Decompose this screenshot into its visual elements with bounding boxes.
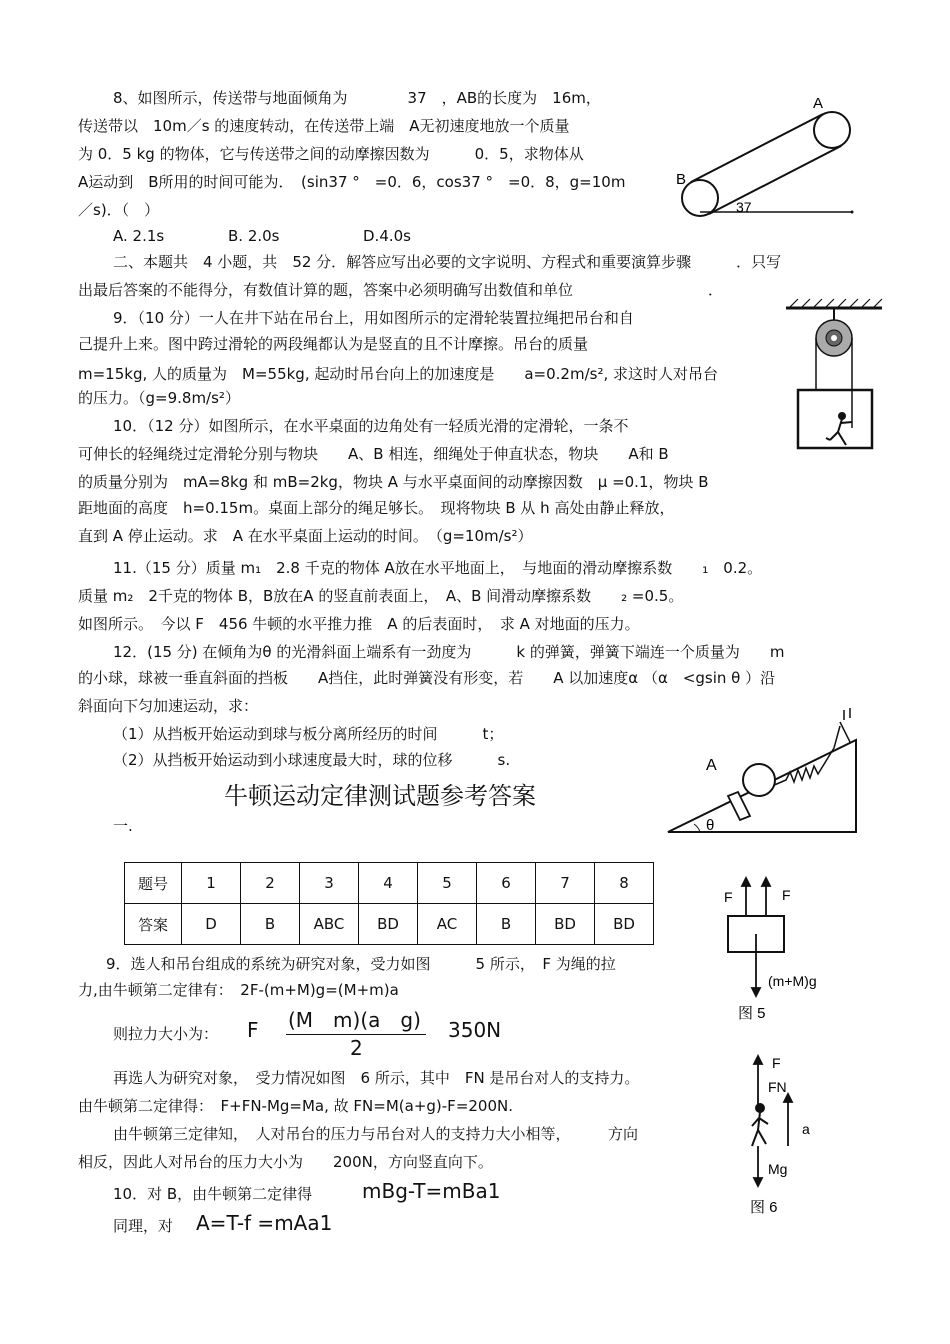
a9-line-1: 9．选人和吊台组成的系统为研究对象，受力如图 5 所示， F 为绳的拉 (106, 955, 616, 973)
answer-table-row-numbers (125, 863, 654, 904)
number-cell: 3 (300, 863, 359, 904)
a9-line-2: 力,由牛顿第二定律有： 2F-(m+M)g=(M+m)a (78, 981, 399, 999)
a10-line-2-prefix: 同理，对 (113, 1217, 174, 1235)
answer-cell: AC (418, 904, 477, 945)
q10-line-3: 的质量分别为 mA=8kg 和 mB=2kg，物块 A 与水平桌面间的动摩擦因数 μ =0.1，物块 B (78, 473, 709, 491)
answer-cell: BD (536, 904, 595, 945)
q12-line-4: （1）从挡板开始运动到球与板分离所经历的时间 t； (113, 725, 504, 743)
number-cell: 6 (477, 863, 536, 904)
number-cell: 1 (182, 863, 241, 904)
fig5-caption: 图 5 (738, 1005, 766, 1022)
q8-option-d: D.4.0s (363, 227, 411, 245)
number-cell: 7 (536, 863, 595, 904)
answer-cell: BD (595, 904, 654, 945)
q12-line-2: 的小球，球被一垂直斜面的挡板 A挡住，此时弹簧没有形变，若 A 以加速度α （α <gsin θ ）沿 (78, 669, 776, 687)
a9-formula-numerator: (M m)(a g) (288, 1008, 421, 1032)
conveyor-label-a: A (813, 95, 824, 112)
incline-angle-label: θ (706, 817, 715, 834)
number-cell: 2 (241, 863, 300, 904)
a9-formula-denominator: 2 (350, 1036, 363, 1060)
row-header-number: 题号 (125, 863, 182, 904)
q8-line-2: 传送带以 10m／s 的速度转动，在传送带上端 A无初速度地放一个质量 (78, 117, 570, 135)
q10-line-1: 10．（12 分）如图所示，在水平桌面的边角处有一轻质光滑的定滑轮，一条不 (113, 417, 629, 435)
section2-line-2: 出最后答案的不能得分，有数值计算的题，答案中必须明确写出数值和单位 ． (78, 281, 724, 299)
q8-option-a: A. 2.1s (113, 227, 165, 245)
q9-line-2: 己提升上来。图中跨过滑轮的两段绳都认为是竖直的且不计摩擦。吊台的质量 (78, 335, 589, 353)
q12-line-1: 12．(15 分) 在倾角为θ 的光滑斜面上端系有一劲度为 k 的弹簧，弹簧下端连一个质量为 m (113, 643, 785, 661)
q10-line-5: 直到 A 停止运动。求 A 在水平桌面上运动的时间。 （g=10m/s²） (78, 527, 533, 545)
answer-cell: B (477, 904, 536, 945)
incline-label-a: A (706, 757, 717, 774)
q10-line-2: 可伸长的轻绳绕过定滑轮分别与物块 A、B 相连，细绳处于伸直状态，物块 A和 B (78, 445, 669, 463)
q9-line-1: 9．（10 分）一人在井下站在吊台上，用如图所示的定滑轮装置拉绳把吊台和自 (113, 309, 634, 327)
number-cell: 4 (359, 863, 418, 904)
section1-label: 一. (113, 817, 133, 835)
incline-spring-figure (664, 700, 864, 840)
fig5-f-right: F (782, 887, 791, 903)
a9-line-7: 相反，因此人对吊台的压力大小为 200N，方向竖直向下。 (78, 1153, 493, 1171)
q8-line-4: A运动到 B所用的时间可能为． (sin37 ° =0．6，cos37 ° =0．8，g=10m (78, 173, 626, 191)
fig6-fn: FN (768, 1079, 787, 1095)
q10-line-4: 距地面的高度 h=0.15m。桌面上部分的绳足够长。 现将物块 B 从 h 高处由静止释放， (78, 499, 675, 517)
q9-line-4: 的压力。（g=9.8m/s²） (78, 389, 240, 407)
a10-line-1-formula: mBg-T=mBa1 (362, 1179, 501, 1203)
fig5-weight: (m+M)g (768, 973, 817, 989)
a10-line-2-formula: A=T-f =mAa1 (196, 1211, 333, 1235)
a9-line-6: 由牛顿第三定律知， 人对吊台的压力与吊台对人的支持力大小相等， 方向 (113, 1125, 639, 1143)
q11-line-3: 如图所示。 今以 F 456 牛顿的水平推力推 A 的后表面时， 求 A 对地面的压力。 (78, 615, 640, 633)
q8-option-b: B. 2.0s (228, 227, 280, 245)
q8-line-1: 8、如图所示，传送带与地面倾角为 37 ，AB的长度为 16m， (113, 89, 601, 107)
answer-cell: B (241, 904, 300, 945)
answer-cell: D (182, 904, 241, 945)
q9-line-3: m=15kg, 人的质量为 M=55kg, 起动时吊台向上的加速度是 a=0.2m/s², 求这时人对吊台 (78, 365, 719, 383)
pulley-figure (786, 298, 886, 458)
figure-5-force-diagram (720, 876, 840, 1026)
a9-line-3-prefix: 则拉力大小为： (113, 1025, 219, 1043)
number-cell: 5 (418, 863, 477, 904)
conveyor-angle-label: 37 (736, 199, 752, 215)
q11-line-2: 质量 m₂ 2千克的物体 B，B放在A 的竖直前表面上， A、B 间滑动摩擦系数 ₂ =0.5。 (78, 587, 684, 605)
number-cell: 8 (595, 863, 654, 904)
row-header-answer: 答案 (125, 904, 182, 945)
answer-table-row-answers (125, 904, 654, 945)
fig6-a: a (802, 1121, 810, 1137)
answer-cell: ABC (300, 904, 359, 945)
fig6-caption: 图 6 (750, 1199, 778, 1216)
answer-table (124, 862, 654, 945)
q12-line-3: 斜面向下匀加速运动，求： (78, 697, 259, 715)
a9-formula-result: 350N (448, 1018, 502, 1042)
conveyor-belt-figure (672, 88, 862, 223)
fig6-mg: Mg (768, 1161, 788, 1177)
q12-line-5: （2）从挡板开始运动到小球速度最大时，球的位移 s. (113, 751, 511, 769)
figure-6-force-diagram (730, 1050, 830, 1220)
answer-cell: BD (359, 904, 418, 945)
conveyor-label-b: B (676, 171, 687, 188)
fig6-f: F (772, 1055, 781, 1071)
answers-title: 牛顿运动定律测试题参考答案 (224, 782, 536, 810)
a10-line-1-prefix: 10．对 B，由牛顿第二定律得 (113, 1185, 313, 1203)
section2-line-1: 二、本题共 4 小题，共 52 分．解答应写出必要的文字说明、方程式和重要演算步骤 ．只写 (113, 253, 782, 271)
fig5-f-left: F (724, 889, 733, 905)
a9-fraction-bar (286, 1034, 426, 1035)
q11-line-1: 11.（15 分）质量 m₁ 2.8 千克的物体 A放在水平地面上， 与地面的滑动摩擦系数 ₁ 0.2。 (113, 559, 763, 577)
a9-line-5: 由牛顿第二定律得： F+FN-Mg=Ma, 故 FN=M(a+g)-F=200N. (78, 1097, 514, 1115)
a9-formula-f: F (247, 1018, 259, 1042)
q8-line-3: 为 0．5 kg 的物体，它与传送带之间的动摩擦因数为 0．5，求物体从 (78, 145, 584, 163)
q8-line-5: ／s)．（ ） (78, 201, 160, 219)
a9-line-4: 再选人为研究对象， 受力情况如图 6 所示，其中 FN 是吊台对人的支持力。 (113, 1069, 640, 1087)
